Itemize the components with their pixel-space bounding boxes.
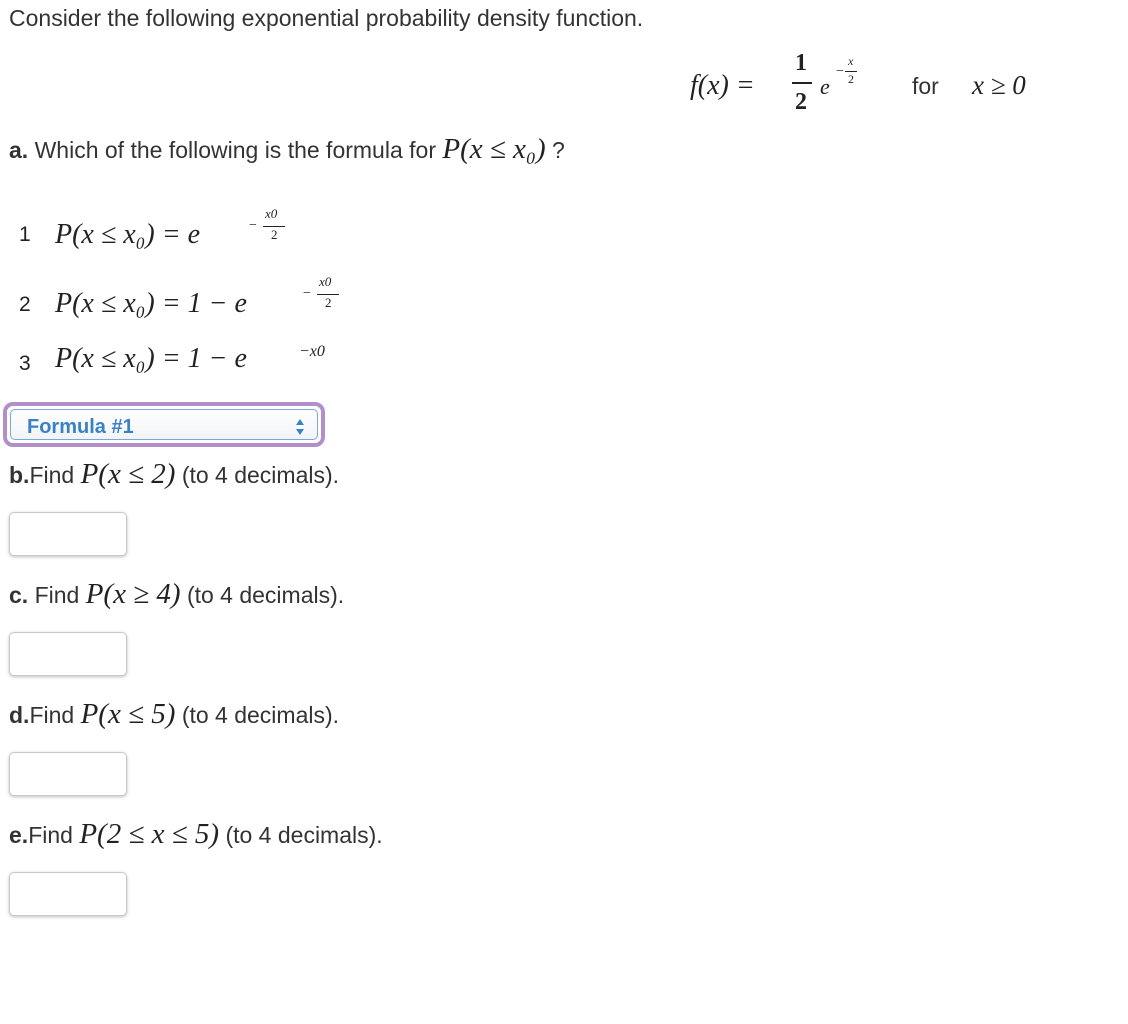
- part-e-letter: e.: [9, 822, 29, 848]
- part-e-text: Find: [28, 822, 73, 848]
- part-c-answer-input[interactable]: [9, 632, 127, 676]
- part-a-question: [9, 134, 565, 165]
- part-c-expr: P(x ≥ 4): [85, 578, 181, 610]
- option-1-exp-den: 2: [271, 227, 278, 242]
- pdf-exp-sign: −: [836, 64, 844, 79]
- part-c-question: [9, 579, 344, 610]
- part-a-text: Which of the following is the formula for: [34, 137, 436, 163]
- part-e-answer-input[interactable]: [9, 872, 127, 916]
- option-3-formula: P(x ≤ x₀) = 1 − e: [55, 343, 247, 374]
- option-3-number: 3: [19, 352, 31, 375]
- part-b-answer-input[interactable]: [9, 512, 127, 556]
- option-2-number: 2: [19, 293, 31, 316]
- part-c-text: Find: [34, 582, 80, 608]
- formula-select-value: Formula #1: [27, 416, 134, 438]
- part-b-letter: b.: [9, 462, 30, 488]
- option-2-exp-num: x0: [319, 274, 332, 289]
- formula-select[interactable]: [10, 409, 318, 440]
- part-a-letter: a.: [9, 137, 29, 163]
- intro-text: Consider the following exponential probability density function.: [9, 5, 644, 31]
- pdf-condition-expr: x ≥ 0: [972, 70, 1026, 100]
- option-2-exp-den: 2: [325, 295, 332, 310]
- part-d-suffix: (to 4 decimals).: [181, 702, 340, 728]
- option-1-formula: P(x ≤ x₀) = e: [55, 219, 201, 250]
- option-2-formula: P(x ≤ x₀) = 1 − e: [55, 288, 247, 319]
- part-d-letter: d.: [9, 702, 30, 728]
- option-1-exp-num: x0: [265, 206, 278, 221]
- pdf-exp-num: x: [848, 54, 854, 68]
- part-b-suffix: (to 4 decimals).: [181, 462, 340, 488]
- part-d-expr: P(x ≤ 5): [80, 698, 176, 730]
- formula-select-focus-ring: [3, 402, 325, 447]
- select-arrows-icon: [295, 417, 305, 437]
- part-b-question: [9, 459, 339, 490]
- pdf-exp-den: 2: [848, 72, 854, 86]
- part-d-question: [9, 699, 339, 730]
- option-1-number: 1: [19, 223, 31, 246]
- part-e-question: [9, 819, 383, 850]
- pdf-coef-bar: [792, 82, 812, 84]
- option-3-exp: −x0: [299, 343, 325, 360]
- option-2-exp-sign: −: [303, 286, 311, 301]
- part-e-expr: P(2 ≤ x ≤ 5): [79, 818, 220, 850]
- part-c-suffix: (to 4 decimals).: [186, 582, 345, 608]
- pdf-condition-word: for: [912, 73, 939, 99]
- pdf-base: e: [820, 74, 830, 99]
- option-1-exp-sign: −: [249, 218, 257, 233]
- part-b-text: Find: [29, 462, 75, 488]
- part-a-suffix: ?: [552, 137, 565, 163]
- part-e-suffix: (to 4 decimals).: [225, 822, 383, 848]
- part-d-text: Find: [29, 702, 75, 728]
- pdf-coef-num: 1: [795, 50, 807, 76]
- pdf-lhs: f(x) =: [690, 70, 755, 101]
- part-a-expr: P(x ≤ x₀): [442, 133, 546, 165]
- part-c-letter: c.: [9, 582, 29, 608]
- pdf-coef-den: 2: [795, 89, 807, 115]
- part-b-expr: P(x ≤ 2): [80, 458, 176, 490]
- part-d-answer-input[interactable]: [9, 752, 127, 796]
